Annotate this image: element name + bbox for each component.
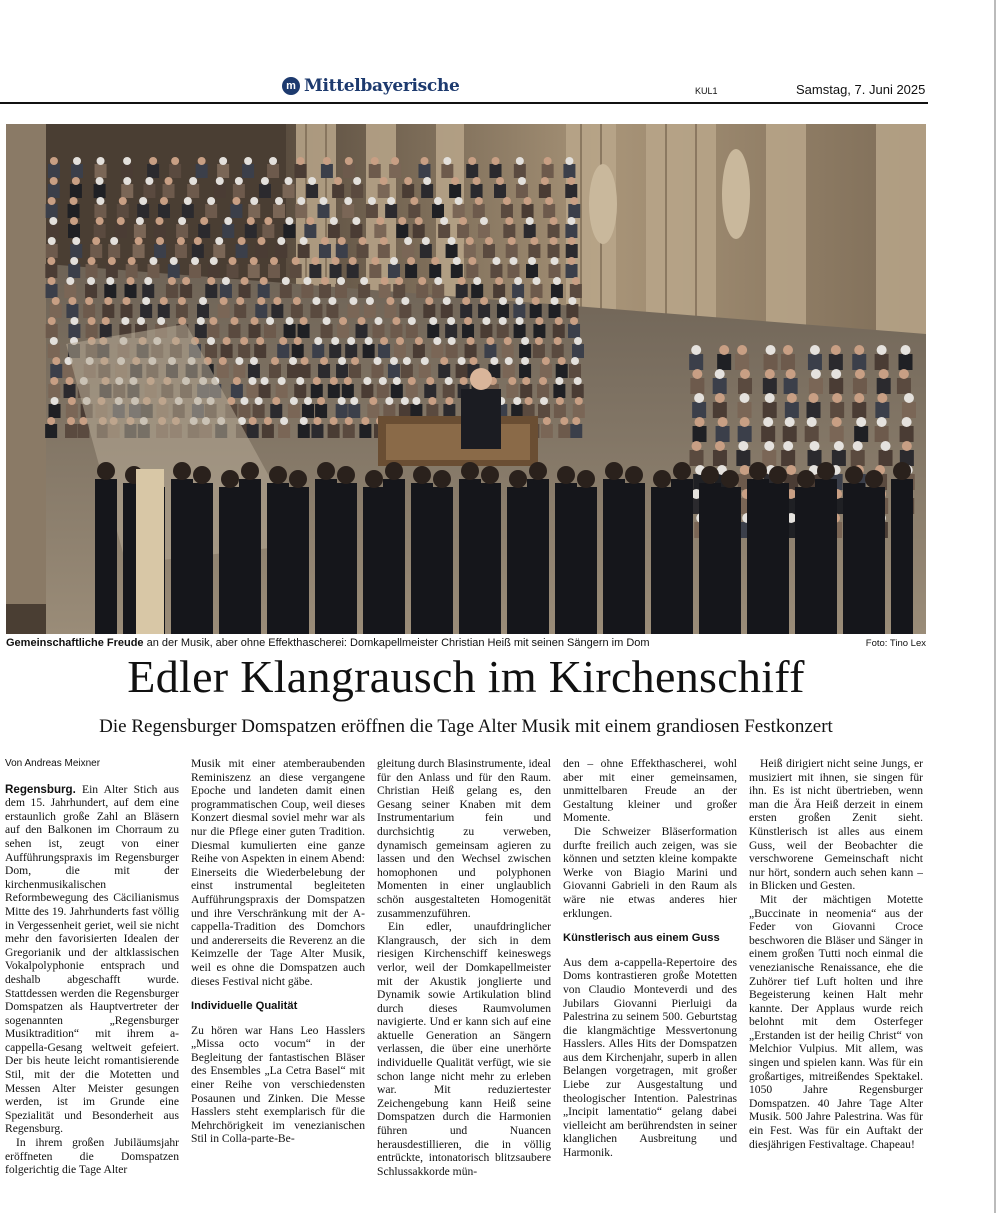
- paragraph: Aus dem a-cappella-Repertoire des Doms kontrastieren große Motetten von Claudio Monteverdi und des Jubilars Giovanni Pierluigi da Palestrina zu seinem 500. Geburtstag die klangmächtige Messvertonung Hasslers. Alles Hits der Domspatzen aus dem Kirchenjahr, superb in allen Belangen vorgetragen, mit großer Liebe zur Ausgestaltung und theologischer Intention. Palestrinas „Incipit lamentatio“ gelang dabei vielleicht am berührendsten in seiner klanglichen Ausbreitung und Harmonik.: [563, 955, 737, 1160]
- cathedral-concert-photo-illustration: [6, 124, 926, 634]
- paragraph: Heiß dirigiert nicht seine Jungs, er musiziert mit ihnen, sie singen für ihn. Es ist nicht übertrieben, wenn man die Ära Heiß derzeit in einem ersten großen Zenit sieht. Künstlerisch ist alles aus einem Guss, weil der Beobachter die verschworene Gemeinschaft nicht nur hört, sondern auch sehen kann – in Blicken und Gesten.: [749, 757, 923, 893]
- cathedral-concert-photo: [6, 124, 926, 634]
- paragraph: Mit der mächtigen Motette „Buccinate in neomenia“ aus der Feder von Giovanni Croce beschworen die Bläser und Sänger in einem großen Tutti noch einmal die venezianische Renaissance, ehe die Zuhörer tief Luft holten und ihre Begeisterung keinen Halt mehr kannte. Der Applaus wurde reich belohnt mit dem Osterfeger „Erstanden ist der heilig Christ“ von Melchior Vulpius. Mit allem, was singen und spielen kann. Was für ein großartiges, mitreißendes Spektakel. 1050 Jahre Regensburger Domspatzen. 40 Jahre Tage Alter Musik. 500 Jahre Palestrina. Was für ein Fest. Was für ein Auftakt der diesjährigen Festivaltage. Chapeau!: [749, 892, 923, 1151]
- paragraph: den – ohne Effekthascherei, wohl aber mit einer gemeinsamen, unmittelbaren Freude an der Gestaltung kleiner und großer Momente.: [563, 757, 737, 825]
- paragraph: Ein edler, unaufdringlicher Klangrausch, der sich in dem riesigen Kirchenschiff keineswegs verlor, weil der Domkapellmeister mit der Akustik jonglierte und Dynamik sowie Artikulation blind durch dieses Raumvolumen navigierte. Und er kann sich auf eine aktuelle Generation an Sängern verlassen, die über eine unerhörte individuelle Qualität verfügt, wie sie schon lange nicht mehr zu erleben war. Mit reduziertester Zeichengebung kann Heiß seine Domspatzen durch die Harmonien führen und Nuancen herausdestillieren, die in völlig entrückte, intonatorisch blitzsaubere Schlussakkorde mün-: [377, 920, 551, 1178]
- photo-caption: [6, 637, 650, 649]
- mittelbayerische-logo-icon: m: [282, 77, 300, 95]
- paragraph-text: Ein Alter Stich aus dem 15. Jahrhundert, auf dem eine erstaunlich große Zahl an Bläsern auf den Balkonen im Chorraum zu sehen ist, zeugt von einer Aufführungspraxis im Regensburger Dom, die mit der kirchenmusikalischen Reformbewegung des Cäcilianismus Mitte des 19. Jahrhunderts fast völlig in Vergessenheit geriet, weil sie nicht mehr den favorisierten Idealen der Gregorianik und der altklassischen Vokalpolyphonie entsprach und deshalb abgeschafft wurde. Stattdessen werden die Regensburger Domspatzen als Hauptvertreter der sogenannten „Regensburger Musiktradition“ mit ihrem a-cappella-Gesang weltweit gefeiert. Der bis heute leicht romantisierende Stil, mit der die Motetten und Messen Alter Meister gesungen werden, ist im Grunde eine Spezialität und Besonderheit aus Regensburg.: [5, 782, 179, 1136]
- byline: Von Andreas Meixner: [5, 758, 101, 769]
- subheading: Künstlerisch aus einem Guss: [563, 932, 720, 945]
- dateline: Regensburg.: [5, 782, 76, 796]
- masthead-name: Mittelbayerische: [304, 76, 460, 96]
- photo-credit: Foto: Tino Lex: [865, 638, 926, 649]
- section-code: KUL1: [695, 86, 718, 96]
- paragraph: Die Schweizer Bläserformation durfte freilich auch zeigen, was sie können und setzten kleine kompakte Werke von Biagio Marini und Giovanni Gabrieli in den Raum als wäre nie etwas anderes hier erklungen.: [563, 824, 737, 920]
- issue-date: Samstag, 7. Juni 2025: [796, 82, 926, 97]
- article-column-5: [749, 757, 923, 1207]
- subheading: Individuelle Qualität: [191, 1000, 298, 1013]
- article-column-1: [5, 757, 179, 1207]
- paragraph: Musik mit einer atemberaubenden Reminiszenz an diese vergangene Epoche und landeten damit einen programmatischen Coup, weil dieses Konzert diesmal soviel mehr war als nur die Pflege einer guten Tradition. Diesmal kumulierten eine ganze Reihe von Aspekten in einem Abend: Einerseits die Wiederbelebung der einst instrumental begleiteten Aufführungspraxis der Domspatzen und ihre Verschränkung mit der A-cappella-Tradition des Domchors und andererseits die Reverenz an die Keimzelle der Tage Alter Musik, weil es ohne die Domspatzen auch dieses Festival nicht gäbe.: [191, 757, 365, 988]
- article-body: [5, 757, 927, 1207]
- caption-text: an der Musik, aber ohne Effekthascherei: Domkapellmeister Christian Heiß mit seinen Sängern im Dom: [143, 637, 650, 649]
- headline: Edler Klangrausch im Kirchenschiff: [127, 651, 805, 702]
- page-header: [0, 70, 928, 104]
- article-column-3: [377, 757, 551, 1207]
- paragraph: gleitung durch Blasinstrumente, ideal für den Anlass und für den Raum. Christian Heiß gelang es, den Gesang seiner Knaben mit dem Instrumentarium fein und durchsichtig zu verweben, dynamisch gemeinsam agieren zu lassen und den Wechsel zwischen homophonen und polyphonen Momenten in einer unglaublich schön ausgestalteten Homogenität zusammenzuführen.: [377, 757, 551, 920]
- subheadline: Die Regensburger Domspatzen eröffnen die Tage Alter Musik mit einem grandiosen Festkonzert: [99, 716, 833, 737]
- paragraph: In ihrem großen Jubiläumsjahr eröffneten die Domspatzen folgerichtig die Tage Alter: [5, 1136, 179, 1177]
- page-edge-rule: [994, 0, 996, 1213]
- caption-lead: Gemeinschaftliche Freude: [6, 637, 144, 649]
- paragraph: [5, 783, 179, 1136]
- article-column-4: [563, 757, 737, 1207]
- paragraph: Zu hören war Hans Leo Hasslers „Missa octo vocum“ in der Begleitung der fantastischen Bläser des Ensembles „La Cetra Basel“ mit einer Reihe von verschiedensten Posaunen und Zinken. Die Messe Hasslers steht exemplarisch für die Mehrchörigkeit im venezianischen Stil in Colla-parte-Be-: [191, 1023, 365, 1146]
- article-column-2: [191, 757, 365, 1207]
- masthead: [282, 76, 460, 96]
